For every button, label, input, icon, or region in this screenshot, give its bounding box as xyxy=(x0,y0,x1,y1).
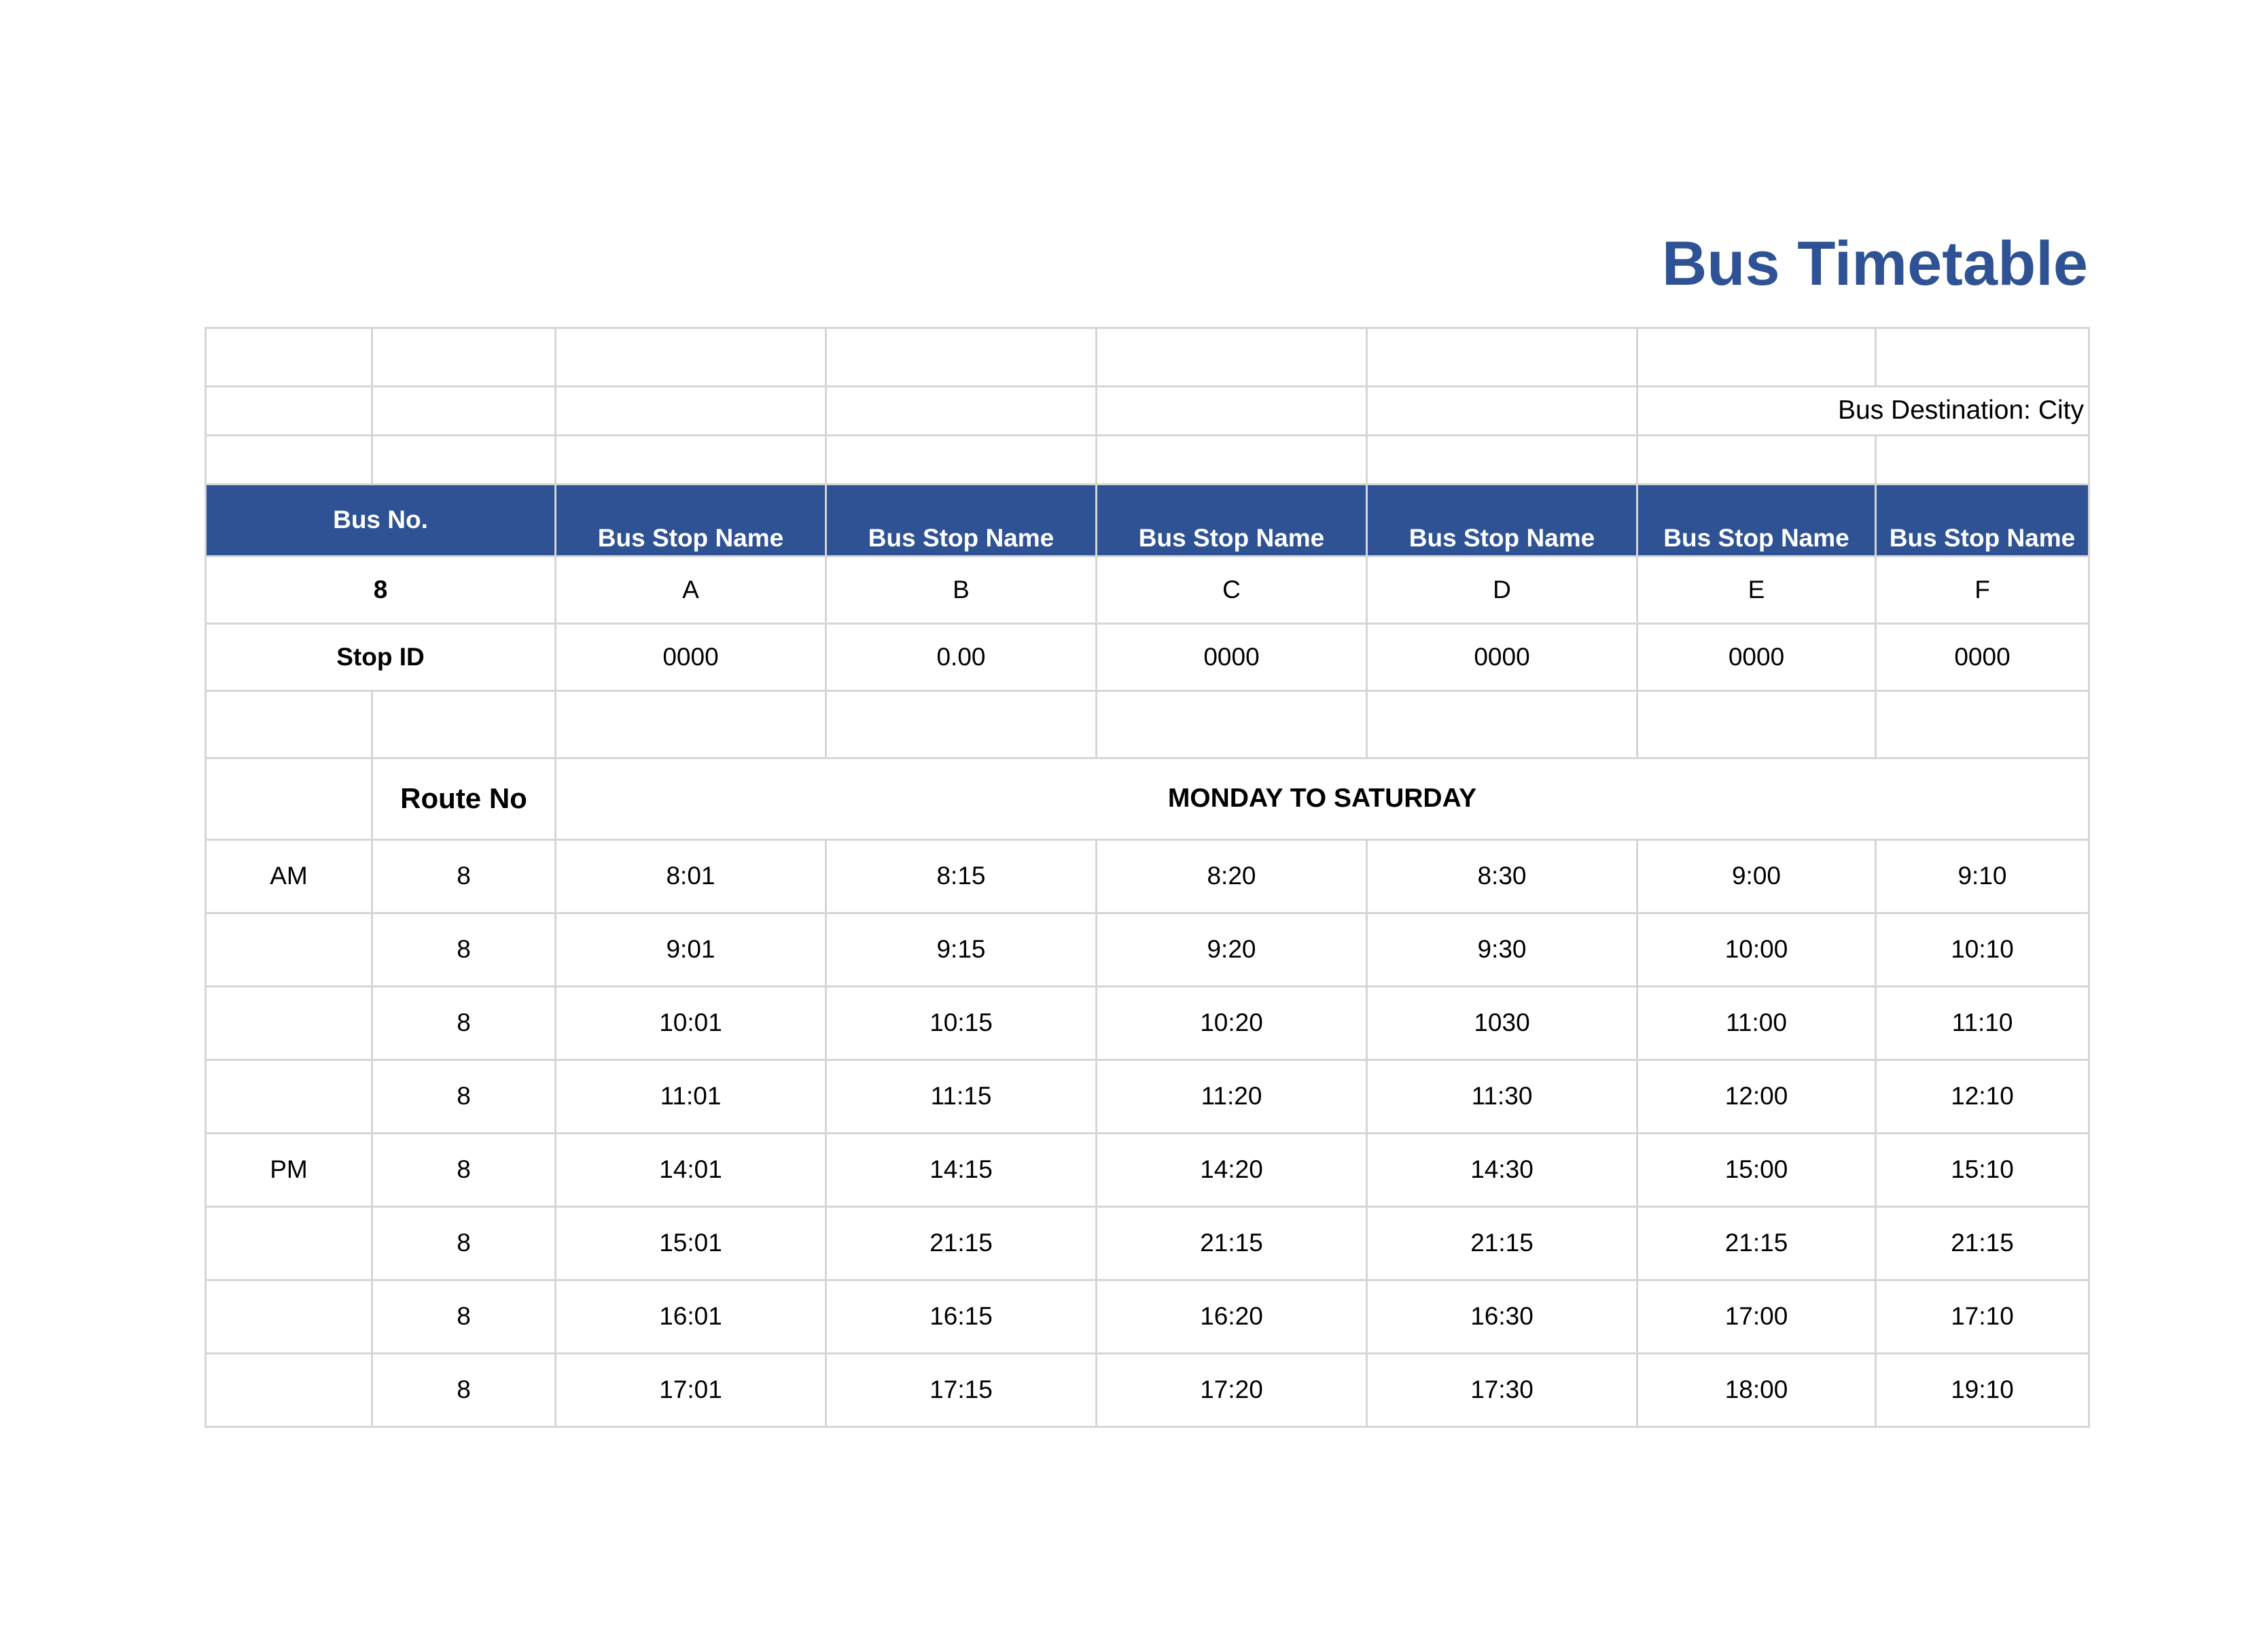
departure-time: 12:10 xyxy=(1876,1060,2089,1134)
table-row xyxy=(206,1060,2089,1134)
departure-time: 8:20 xyxy=(1097,840,1367,913)
departure-time: 8:01 xyxy=(556,840,826,913)
period-label xyxy=(206,987,372,1060)
departure-time: 21:15 xyxy=(826,1207,1097,1280)
stop-id: 0000 xyxy=(556,624,826,691)
departure-time: 10:20 xyxy=(1097,987,1367,1060)
route-number: 8 xyxy=(372,1060,556,1134)
departure-time: 21:15 xyxy=(1637,1207,1876,1280)
period-label xyxy=(206,1207,372,1280)
bus-destination: Bus Destination: City xyxy=(1637,387,2089,436)
departure-time: 17:01 xyxy=(556,1354,826,1427)
departure-time: 21:15 xyxy=(1367,1207,1637,1280)
departure-time: 17:10 xyxy=(1876,1280,2089,1354)
stop-id-label: Stop ID xyxy=(206,624,556,691)
departure-time: 1030 xyxy=(1367,987,1637,1060)
departure-time: 10:01 xyxy=(556,987,826,1060)
departure-time: 9:30 xyxy=(1367,913,1637,987)
table-row xyxy=(206,1354,2089,1427)
departure-time: 8:15 xyxy=(826,840,1097,913)
departure-time: 11:10 xyxy=(1876,987,2089,1060)
departure-time: 15:00 xyxy=(1637,1134,1876,1207)
blank-row xyxy=(206,436,2089,485)
departure-time: 17:20 xyxy=(1097,1354,1367,1427)
departure-time: 19:10 xyxy=(1876,1354,2089,1427)
bus-no-header: Bus No. xyxy=(206,485,556,557)
departure-time: 16:30 xyxy=(1367,1280,1637,1354)
table-row xyxy=(206,1207,2089,1280)
departure-time: 15:10 xyxy=(1876,1134,2089,1207)
stop-id: 0000 xyxy=(1097,624,1367,691)
departure-time: 11:30 xyxy=(1367,1060,1637,1134)
route-no-label: Route No xyxy=(372,758,556,840)
stop-letter: C xyxy=(1097,557,1367,624)
departure-time: 10:15 xyxy=(826,987,1097,1060)
table-row xyxy=(206,987,2089,1060)
period-label xyxy=(206,913,372,987)
departure-time: 11:01 xyxy=(556,1060,826,1134)
route-number: 8 xyxy=(372,1134,556,1207)
departure-time: 9:00 xyxy=(1637,840,1876,913)
departure-time: 14:30 xyxy=(1367,1134,1637,1207)
departure-time: 15:01 xyxy=(556,1207,826,1280)
route-number: 8 xyxy=(372,1354,556,1427)
blank-row xyxy=(206,328,2089,387)
departure-time: 18:00 xyxy=(1637,1354,1876,1427)
period-label: PM xyxy=(206,1134,372,1207)
departure-time: 11:00 xyxy=(1637,987,1876,1060)
stop-id: 0.00 xyxy=(826,624,1097,691)
stop-name-header: Bus Stop Name xyxy=(1637,485,1876,557)
blank-row xyxy=(206,691,2089,758)
header-row xyxy=(206,485,2089,557)
stop-name-header: Bus Stop Name xyxy=(1876,485,2089,557)
stop-id: 0000 xyxy=(1876,624,2089,691)
stop-id: 0000 xyxy=(1367,624,1637,691)
departure-time: 11:15 xyxy=(826,1060,1097,1134)
stop-id: 0000 xyxy=(1637,624,1876,691)
period-label xyxy=(206,1060,372,1134)
stop-name-header: Bus Stop Name xyxy=(1367,485,1637,557)
departure-time: 17:00 xyxy=(1637,1280,1876,1354)
time-rows xyxy=(206,840,2089,1427)
route-number: 8 xyxy=(372,1280,556,1354)
table-row xyxy=(206,1134,2089,1207)
period-label xyxy=(206,1280,372,1354)
page-title: Bus Timetable xyxy=(1661,229,2088,298)
table-row xyxy=(206,913,2089,987)
departure-time: 17:30 xyxy=(1367,1354,1637,1427)
table-row xyxy=(206,1280,2089,1354)
departure-time: 16:15 xyxy=(826,1280,1097,1354)
table-row xyxy=(206,840,2089,913)
departure-time: 10:10 xyxy=(1876,913,2089,987)
stop-name-header: Bus Stop Name xyxy=(556,485,826,557)
stop-letter: E xyxy=(1637,557,1876,624)
departure-time: 11:20 xyxy=(1097,1060,1367,1134)
route-number: 8 xyxy=(372,987,556,1060)
departure-time: 9:10 xyxy=(1876,840,2089,913)
destination-row xyxy=(206,387,2089,436)
departure-time: 16:20 xyxy=(1097,1280,1367,1354)
departure-time: 12:00 xyxy=(1637,1060,1876,1134)
departure-time: 9:20 xyxy=(1097,913,1367,987)
timetable xyxy=(205,327,2090,1428)
departure-time: 14:15 xyxy=(826,1134,1097,1207)
stop-letter: D xyxy=(1367,557,1637,624)
stop-name-header: Bus Stop Name xyxy=(826,485,1097,557)
departure-time: 9:01 xyxy=(556,913,826,987)
stop-letter-row xyxy=(206,557,2089,624)
bus-number: 8 xyxy=(206,557,556,624)
stop-name-header: Bus Stop Name xyxy=(1097,485,1367,557)
route-number: 8 xyxy=(372,913,556,987)
stop-id-row xyxy=(206,624,2089,691)
departure-time: 14:01 xyxy=(556,1134,826,1207)
route-number: 8 xyxy=(372,840,556,913)
departure-time: 21:15 xyxy=(1097,1207,1367,1280)
period-label: AM xyxy=(206,840,372,913)
period-label xyxy=(206,1354,372,1427)
departure-time: 10:00 xyxy=(1637,913,1876,987)
departure-time: 9:15 xyxy=(826,913,1097,987)
section-header-row xyxy=(206,758,2089,840)
stop-letter: A xyxy=(556,557,826,624)
departure-time: 17:15 xyxy=(826,1354,1097,1427)
days-label: MONDAY TO SATURDAY xyxy=(556,758,2089,840)
departure-time: 16:01 xyxy=(556,1280,826,1354)
departure-time: 8:30 xyxy=(1367,840,1637,913)
route-number: 8 xyxy=(372,1207,556,1280)
departure-time: 14:20 xyxy=(1097,1134,1367,1207)
stop-letter: B xyxy=(826,557,1097,624)
departure-time: 21:15 xyxy=(1876,1207,2089,1280)
stop-letter: F xyxy=(1876,557,2089,624)
